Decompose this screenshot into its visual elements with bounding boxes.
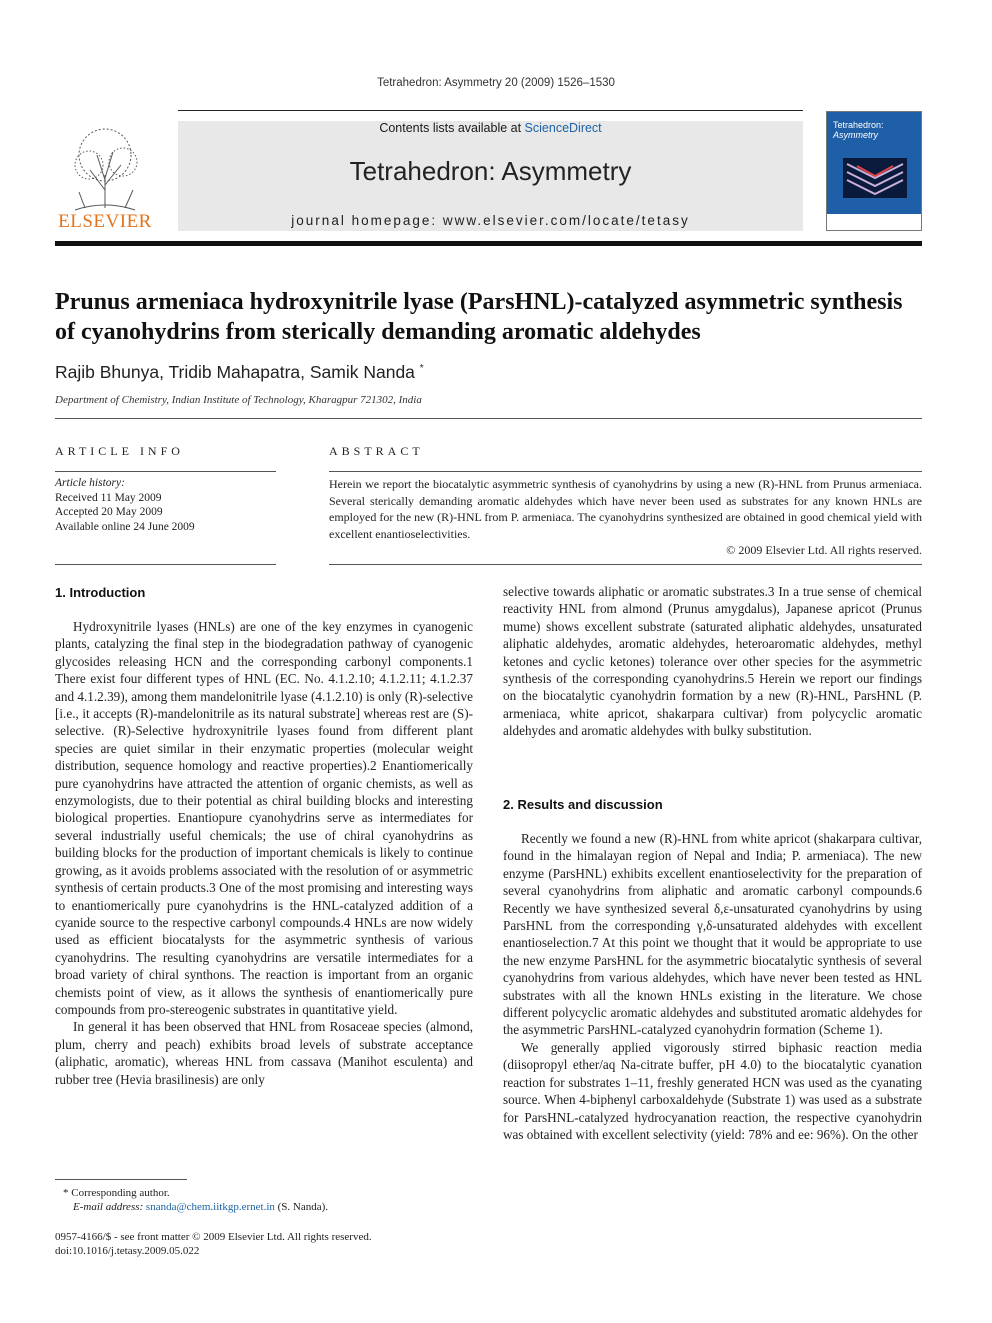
abstract-text: Herein we report the biocatalytic asymmetric synthesis of cyanohydrins by using a new (R)-HNL from Prunus armeniaca. Several sterically demanding aromatic aldehydes which have never been used as substrates for any known HNLs are employed for the new (R)-HNL from P. armeniaca. The cyanohydrins synthesized are obtained in good chemical yield with excellent enantioselectivities. [329,477,922,541]
footnote-rule [55,1179,187,1180]
intro-paragraph-2: In general it has been observed that HNL from Rosaceae species (almond, plum, cherry and peach) exhibits broad levels of substrate acceptance (aliphatic, aromatic), whereas HNL from cassava (Manihot esculenta) and rubber tree (Hevia brasilinesis) are only [55,1019,473,1087]
contents-prefix: Contents lists available at [379,121,525,135]
doi-line[interactable]: doi:10.1016/j.tetasy.2009.05.022 [55,1245,200,1257]
affiliation: Department of Chemistry, Indian Institute of Technology, Kharagpur 721302, India [55,394,422,406]
online-date: Available online 24 June 2009 [55,520,195,533]
abstract-bottom-rule [329,564,922,565]
cover-footer [827,214,921,230]
left-column-body [55,618,473,1088]
right-column-body [503,830,922,1143]
received-date: Received 11 May 2009 [55,491,162,504]
right-column-continuation [503,583,922,740]
intro-paragraph-1: Hydroxynitrile lyases (HNLs) are one of the key enzymes in cyanogenic plants, catalyzing the final step in the biodegradation pathway of cyanogenic glycosides releasing HCN and the corresponding carbonyl components.1 There exist four different types of HNL (EC. No. 4.1.2.10; 4.1.2.11; 4.1.2.37 and 4.1.2.39), among them mandelonitrile lyase (4.1.2.10) is only (R)-selective [i.e., it accepts (R)-mandelonitrile as its natural substrate] whereas rest are (S)-selective. (R)-Selective hydroxynitrile lyases found from different plant species are quiet similar in their enzymatic properties (molecular weight distribution, sequence homology and reactive properties).2 Enantiomerically pure cyanohydrins have attracted the attention of organic chemists, as well as enzymologists, due to their potential as chiral building blocks and interesting biological properties. Enantiopure cyanohydrins serve as intermediates for several industrially useful chemicals; the use of chiral cyanohydrins as building blocks for the production of important chemicals is likely to continue growing, as it avoids problems associated with the resolution of or asymmetric synthesis of certain products.3 One of the most promising and interesting ways to enantiomerically pure cyanohydrins is the HNL-catalyzed addition of a cyanide source to the respective carbonyl compounds.4 HNLs are now widely used as efficient biocatalysts for the asymmetric synthesis of various cyanohydrins. The resulting cyanohydrins are versatile intermediates for a broad variety of chiral synthons. The reaction is important from an organic chemists point of view, as it allows the synthesis of enantiomerically pure compounds from pro-stereogenic substrates in quantitative yield. [55,619,473,1017]
header-thick-rule [55,241,922,246]
email-note [73,1200,328,1214]
abstract-heading: ABSTRACT [329,444,424,458]
journal-homepage[interactable]: journal homepage: www.elsevier.com/locate/tetasy [291,213,690,228]
cover-title-line-1: Tetrahedron: [833,120,884,130]
right-paragraph-1: selective towards aliphatic or aromatic substrates.3 In a true sense of chemical reactivity HNL from almond (Prunus amygdalus), Japanese apricot (Prunus mume) shows excellent substrate (saturated aliphatic aldehydes, unsaturated aliphatic aldehydes, aromatic aldehydes, heteroaromatic aldehydes, methyl ketones and cyclic ketones) tolerance over other species for the asymmetric synthesis of the corresponding cyanohydrins.5 Herein we report our findings on the biocatalytic cyanohydrin formation by a new (R)-HNL, ParsHNL (P. armeniaca, white apricot, shakarpara cultivar) from polycyclic aromatic aldehydes and aromatic aldehydes with bulky substitution. [503,584,922,739]
article-title: Prunus armeniaca hydroxynitrile lyase (ParsHNL)-catalyzed asymmetric synthesis of cyanohydrins from sterically demanding aromatic aldehydes [55,289,903,345]
journal-cover [826,111,922,231]
header-rule [178,110,803,111]
email-link[interactable]: snanda@chem.iitkgp.ernet.in [145,1201,275,1213]
article-info-bottom-rule [55,564,276,565]
abstract-body [329,476,922,559]
cover-art-graphic [843,158,907,198]
email-label: E-mail address: [73,1201,146,1213]
abstract-rule [329,471,922,472]
cover-artwork [843,158,907,198]
title-rule [55,418,922,419]
corresponding-author-mark[interactable]: * [419,363,424,375]
results-heading: 2. Results and discussion [503,797,663,812]
authors: Rajib Bhunya, Tridib Mahapatra, Samik Nanda [55,362,415,382]
publisher-wordmark: ELSEVIER [58,211,152,232]
sciencedirect-link[interactable]: ScienceDirect [524,121,602,135]
cover-title [833,120,884,140]
article-info-rule [55,471,276,472]
article-history [55,476,276,534]
history-label: Article history: [55,477,125,489]
cover-title-line-2: Asymmetry [833,130,878,140]
journal-title: Tetrahedron: Asymmetry [349,156,632,186]
introduction-heading: 1. Introduction [55,585,146,600]
issn-line: 0957-4166/$ - see front matter © 2009 Elsevier Ltd. All rights reserved. [55,1231,372,1243]
corresponding-author-note: * Corresponding author. [63,1187,170,1199]
email-suffix: (S. Nanda). [274,1201,329,1213]
results-paragraph-2: We generally applied vigorously stirred biphasic reaction media (diisopropyl ether/aq Na-citrate buffer, pH 4.0) to the biocatalytic cyanation reaction for substrates 1–11, freshly generated HCN was used as the cyanating source. When 4-biphenyl carboxaldehyde (Substrate 1) was used as a substrate for ParsHNL-catalyzed hydrocyanation reaction, the respective cyanohydrin was obtained with excellent selectivity (yield: 78% and ee: 96%). On the other [503,1039,922,1142]
journal-citation: Tetrahedron: Asymmetry 20 (2009) 1526–1530 [377,77,615,89]
author-list [55,362,424,383]
contents-line [178,121,803,135]
article-info-heading: ARTICLE INFO [55,444,184,458]
results-paragraph-1: Recently we found a new (R)-HNL from white apricot (shakarpara cultivar, found in the himalayan region of Nepal and India; P. armeniaca). The new enzyme (ParsHNL) exhibits excellent enantioselectivity for the preparation of several cyanohydrins from aliphatic and aromatic carbonyl compounds.6 Recently we have synthesized several δ,ε-unsaturated cyanohydrins by using ParsHNL from the corresponding γ,δ-unsaturated aldehydes with excellent enantioselection.7 At this point we thought that it would be appropriate to use the new enzyme ParsHNL for the asymmetric biocatalytic synthesis of several cyanohydrins from various aldehydes, which have never been tested as HNL substrates with all the known HNLs existing in the literature. We chose different polycyclic aromatic aldehydes and substituted aromatic aldehydes for the asymmetric ParsHNL-catalyzed cyanohydrin formation (Scheme 1). [503,831,922,1038]
accepted-date: Accepted 20 May 2009 [55,506,163,518]
abstract-copyright: © 2009 Elsevier Ltd. All rights reserved. [726,543,922,557]
